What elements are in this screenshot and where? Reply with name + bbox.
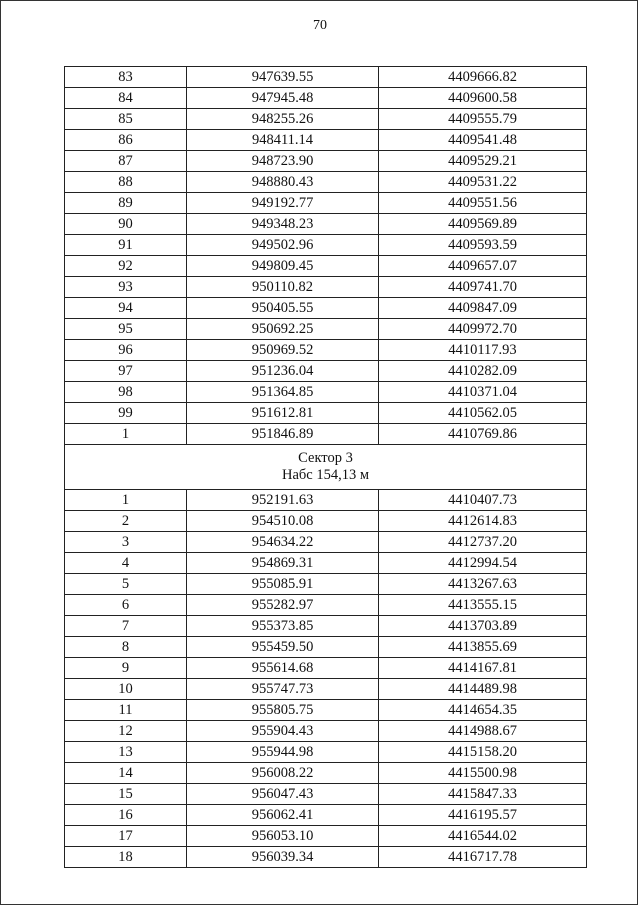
x-coordinate-cell: 951846.89 [187, 424, 379, 445]
y-coordinate-cell: 4410769.86 [379, 424, 587, 445]
y-coordinate-cell: 4412737.20 [379, 532, 587, 553]
x-coordinate-cell: 956053.10 [187, 826, 379, 847]
point-number-cell: 14 [65, 763, 187, 784]
point-number-cell: 91 [65, 235, 187, 256]
x-coordinate-cell: 956047.43 [187, 784, 379, 805]
point-number-cell: 4 [65, 553, 187, 574]
x-coordinate-cell: 949502.96 [187, 235, 379, 256]
point-number-cell: 18 [65, 847, 187, 868]
x-coordinate-cell: 955747.73 [187, 679, 379, 700]
x-coordinate-cell: 956062.41 [187, 805, 379, 826]
y-coordinate-cell: 4410371.04 [379, 382, 587, 403]
table-row [65, 340, 587, 361]
table-row [65, 361, 587, 382]
point-number-cell: 15 [65, 784, 187, 805]
table-row [65, 382, 587, 403]
table-row [65, 490, 587, 511]
point-number-cell: 97 [65, 361, 187, 382]
point-number-cell: 16 [65, 805, 187, 826]
table-row [65, 847, 587, 868]
table-row [65, 277, 587, 298]
y-coordinate-cell: 4409847.09 [379, 298, 587, 319]
x-coordinate-cell: 949809.45 [187, 256, 379, 277]
point-number-cell: 96 [65, 340, 187, 361]
page-number: 70 [313, 18, 327, 33]
point-number-cell: 11 [65, 700, 187, 721]
y-coordinate-cell: 4413855.69 [379, 637, 587, 658]
table-row [65, 235, 587, 256]
table-row [65, 595, 587, 616]
table-row [65, 805, 587, 826]
y-coordinate-cell: 4415158.20 [379, 742, 587, 763]
table-row [65, 256, 587, 277]
y-coordinate-cell: 4410117.93 [379, 340, 587, 361]
y-coordinate-cell: 4409569.89 [379, 214, 587, 235]
y-coordinate-cell: 4414654.35 [379, 700, 587, 721]
table-row [65, 700, 587, 721]
x-coordinate-cell: 955805.75 [187, 700, 379, 721]
coordinates-table [64, 66, 587, 868]
point-number-cell: 8 [65, 637, 187, 658]
table-body-before [65, 67, 587, 445]
table-row [65, 616, 587, 637]
table-row [65, 658, 587, 679]
x-coordinate-cell: 951364.85 [187, 382, 379, 403]
point-number-cell: 99 [65, 403, 187, 424]
x-coordinate-cell: 951236.04 [187, 361, 379, 382]
table-row [65, 88, 587, 109]
x-coordinate-cell: 955944.98 [187, 742, 379, 763]
point-number-cell: 89 [65, 193, 187, 214]
y-coordinate-cell: 4409741.70 [379, 277, 587, 298]
x-coordinate-cell: 955282.97 [187, 595, 379, 616]
y-coordinate-cell: 4409593.59 [379, 235, 587, 256]
x-coordinate-cell: 954869.31 [187, 553, 379, 574]
table-row [65, 532, 587, 553]
table-row [65, 424, 587, 445]
point-number-cell: 10 [65, 679, 187, 700]
y-coordinate-cell: 4409555.79 [379, 109, 587, 130]
point-number-cell: 5 [65, 574, 187, 595]
y-coordinate-cell: 4413267.63 [379, 574, 587, 595]
x-coordinate-cell: 947945.48 [187, 88, 379, 109]
table-body-after [65, 490, 587, 868]
table-row [65, 742, 587, 763]
point-number-cell: 1 [65, 424, 187, 445]
point-number-cell: 92 [65, 256, 187, 277]
table-row [65, 511, 587, 532]
x-coordinate-cell: 954510.08 [187, 511, 379, 532]
y-coordinate-cell: 4413555.15 [379, 595, 587, 616]
y-coordinate-cell: 4409541.48 [379, 130, 587, 151]
x-coordinate-cell: 955614.68 [187, 658, 379, 679]
point-number-cell: 2 [65, 511, 187, 532]
y-coordinate-cell: 4409529.21 [379, 151, 587, 172]
x-coordinate-cell: 956008.22 [187, 763, 379, 784]
x-coordinate-cell: 954634.22 [187, 532, 379, 553]
table-row [65, 721, 587, 742]
table-row [65, 784, 587, 805]
y-coordinate-cell: 4409657.07 [379, 256, 587, 277]
y-coordinate-cell: 4409551.56 [379, 193, 587, 214]
x-coordinate-cell: 955373.85 [187, 616, 379, 637]
table-row [65, 130, 587, 151]
x-coordinate-cell: 950692.25 [187, 319, 379, 340]
y-coordinate-cell: 4413703.89 [379, 616, 587, 637]
x-coordinate-cell: 947639.55 [187, 67, 379, 88]
x-coordinate-cell: 949192.77 [187, 193, 379, 214]
y-coordinate-cell: 4409972.70 [379, 319, 587, 340]
x-coordinate-cell: 948255.26 [187, 109, 379, 130]
point-number-cell: 7 [65, 616, 187, 637]
y-coordinate-cell: 4415500.98 [379, 763, 587, 784]
y-coordinate-cell: 4416717.78 [379, 847, 587, 868]
x-coordinate-cell: 948723.90 [187, 151, 379, 172]
sector-height-label: Набс 154,13 м [281, 467, 370, 483]
y-coordinate-cell: 4414167.81 [379, 658, 587, 679]
x-coordinate-cell: 950110.82 [187, 277, 379, 298]
table-row [65, 679, 587, 700]
y-coordinate-cell: 4409531.22 [379, 172, 587, 193]
y-coordinate-cell: 4416195.57 [379, 805, 587, 826]
table-row [65, 67, 587, 88]
point-number-cell: 85 [65, 109, 187, 130]
x-coordinate-cell: 952191.63 [187, 490, 379, 511]
x-coordinate-cell: 955904.43 [187, 721, 379, 742]
point-number-cell: 13 [65, 742, 187, 763]
x-coordinate-cell: 955085.91 [187, 574, 379, 595]
point-number-cell: 87 [65, 151, 187, 172]
y-coordinate-cell: 4416544.02 [379, 826, 587, 847]
point-number-cell: 90 [65, 214, 187, 235]
table-row [65, 403, 587, 424]
point-number-cell: 95 [65, 319, 187, 340]
table-row [65, 193, 587, 214]
x-coordinate-cell: 948880.43 [187, 172, 379, 193]
table-row [65, 637, 587, 658]
x-coordinate-cell: 950405.55 [187, 298, 379, 319]
sector-header [65, 445, 587, 490]
sector-title: Сектор 3 [298, 450, 353, 466]
point-number-cell: 86 [65, 130, 187, 151]
point-number-cell: 12 [65, 721, 187, 742]
point-number-cell: 93 [65, 277, 187, 298]
y-coordinate-cell: 4412614.83 [379, 511, 587, 532]
y-coordinate-cell: 4409600.58 [379, 88, 587, 109]
point-number-cell: 94 [65, 298, 187, 319]
y-coordinate-cell: 4410562.05 [379, 403, 587, 424]
y-coordinate-cell: 4415847.33 [379, 784, 587, 805]
table-row [65, 574, 587, 595]
point-number-cell: 88 [65, 172, 187, 193]
y-coordinate-cell: 4410282.09 [379, 361, 587, 382]
point-number-cell: 3 [65, 532, 187, 553]
table-row [65, 151, 587, 172]
point-number-cell: 84 [65, 88, 187, 109]
table-row [65, 319, 587, 340]
point-number-cell: 6 [65, 595, 187, 616]
y-coordinate-cell: 4410407.73 [379, 490, 587, 511]
y-coordinate-cell: 4414988.67 [379, 721, 587, 742]
point-number-cell: 98 [65, 382, 187, 403]
table-row [65, 826, 587, 847]
x-coordinate-cell: 955459.50 [187, 637, 379, 658]
y-coordinate-cell: 4409666.82 [379, 67, 587, 88]
point-number-cell: 9 [65, 658, 187, 679]
x-coordinate-cell: 948411.14 [187, 130, 379, 151]
y-coordinate-cell: 4412994.54 [379, 553, 587, 574]
point-number-cell: 1 [65, 490, 187, 511]
x-coordinate-cell: 956039.34 [187, 847, 379, 868]
table-row [65, 214, 587, 235]
sector-cell [65, 445, 587, 490]
table-row [65, 298, 587, 319]
table-row [65, 172, 587, 193]
sector-row [65, 445, 587, 490]
x-coordinate-cell: 949348.23 [187, 214, 379, 235]
table-row [65, 553, 587, 574]
x-coordinate-cell: 951612.81 [187, 403, 379, 424]
point-number-cell: 83 [65, 67, 187, 88]
y-coordinate-cell: 4414489.98 [379, 679, 587, 700]
table-row [65, 109, 587, 130]
x-coordinate-cell: 950969.52 [187, 340, 379, 361]
point-number-cell: 17 [65, 826, 187, 847]
table-row [65, 763, 587, 784]
